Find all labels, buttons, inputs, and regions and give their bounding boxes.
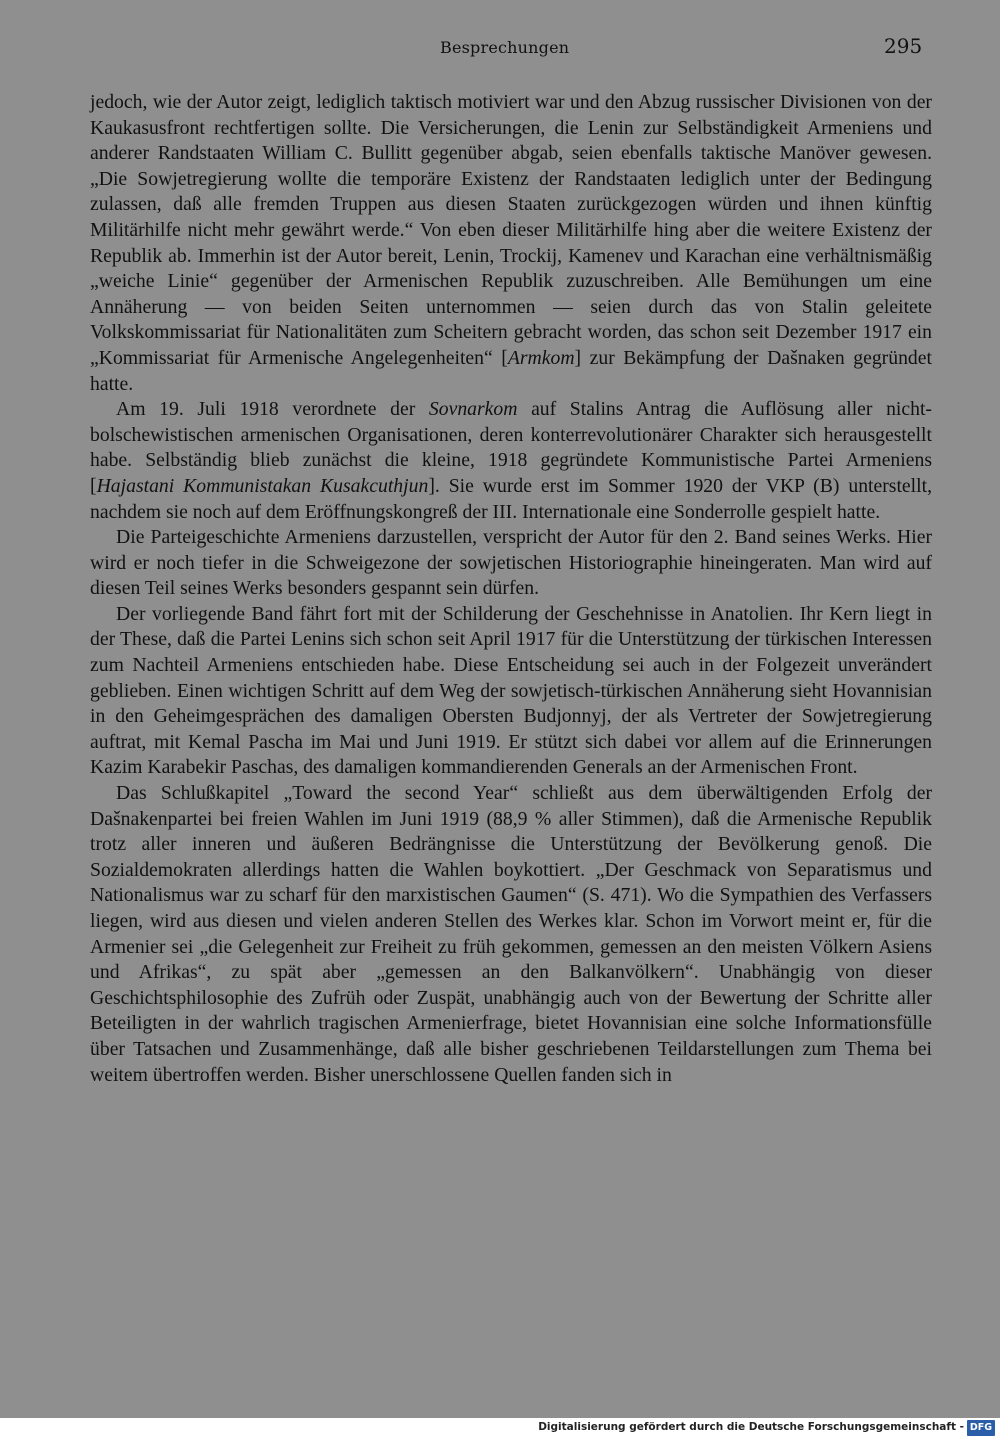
paragraph-2 [90,397,932,525]
paragraph-2-text: Am 19. Juli 1918 verordnete der [116,398,429,421]
body-text [90,90,932,1088]
paragraph-4: Der vorliegende Band fährt fort mit der Schilderung der Geschehnisse in Anatolien. Ihr Kern liegt in der These, daß die Partei Lenins sich schon seit April 1917 für die Unterstützung der türkischen Interessen zum Nachteil Armeniens entschieden habe. Diese Entscheidung sei auch in der Folgezeit unverändert geblieben. Einen wichtigen Schritt auf dem Weg der sowjetisch-türkischen Annäherung sieht Hovannisian in den Geheimgesprächen des damaligen Obersten Budjonnyj, der als Vertreter der Sowjetregierung auftrat, mit Kemal Pascha im Mai und Juni 1919. Er stützt sich dabei vor allem auf die Erinnerungen Kazim Karabekir Paschas, des damaligen kommandierenden Generals an der Armenischen Front. [90,602,932,779]
paragraph-1 [90,90,932,397]
paragraph-2-text-end: ]. Sie wurde erst im Sommer 1920 der VKP (B) unterstellt, nachdem sie noch auf dem Eröffnungskongreß der III. Internationale eine Sonderrolle gespielt hatte. [90,474,932,523]
paragraph-2-text-middle: auf Stalins Antrag die Auflösung aller nicht-bolschewistischen armenischen Organisationen, deren konterrevolutionärer Charakter sich herausgestellt habe. Selbständig blieb zunächst die kleine, 1918 gegründete Kommunistische Partei Armeniens [ [90,398,932,497]
footer-credit: Digitalisierung gefördert durch die Deutsche Forschungsgemeinschaft - [538,1421,964,1433]
paragraph-5: Das Schlußkapitel „Toward the second Year“ schließt aus dem überwältigenden Erfolg der Dašnakenpartei bei freien Wahlen im Juni 1919 (88,9 % aller Stimmen), daß die Armenische Republik trotz aller inneren und äußeren Bedrängnisse die Unterstützung der Bevölkerung genoß. Die Sozialdemokraten allerdings hatten die Wahlen boykottiert. „Der Geschmack von Separatismus und Nationalismus war zu scharf für den marxistischen Gaumen“ (S. 471). Wo die Sympathien des Verfassers liegen, wird aus diesen und vielen anderen Stellen des Werkes klar. Schon im Vorwort meint er, für die Armenier sei „die Gelegenheit zur Freiheit zu früh gekommen, gemessen an den meisten Völkern Asiens und Afrikas“, zu spät aber „gemessen an den Balkanvölkern“. Unabhängig von dieser Geschichtsphilosophie des Zufrüh oder Zuspät, unabhängig auch von der Bewertung der Schritte aller Beteiligten in der wahrlich tragischen Armenierfrage, bietet Hovannisian eine solche Informationsfülle über Tatsachen und Zusammenhänge, daß alle bisher geschriebenen Teildarstellungen zum Thema bei weitem übertroffen werden. Bisher unerschlossene Quellen fanden sich in [90,782,932,1086]
italic-term-party-name: Hajastani Kommunistakan Kusakcuthjun [96,474,429,497]
paragraph-3: Die Parteigeschichte Armeniens darzustellen, verspricht der Autor für den 2. Band seines Werks. Hier wird er noch tiefer in die Schweigezone der sowjetischen Historiographie hineingeraten. Man wird auf diesen Teil seines Werks besonders gespannt sein dürfen. [90,526,932,600]
paragraph-1-text: jedoch, wie der Autor zeigt, lediglich taktisch motiviert war und den Abzug russischer Divisionen von der Kaukasusfront rechtfertigen sollte. Die Versicherungen, die Lenin zur Selbständigkeit Armeniens und anderer Randstaaten William C. Bullitt gegenüber abgab, seien ebenfalls taktische Manöver gewesen. „Die Sowjetregierung wollte die temporäre Existenz der Randstaaten lediglich unter der Bedingung zulassen, daß alle fremden Truppen aus diesen Staaten zurückgezogen würden und ihnen künftig Militärhilfe nicht mehr gewährt werde.“ Von eben dieser Militärhilfe hing aber die weitere Existenz der Republik ab. Immerhin ist der Autor bereit, Lenin, Trockij, Kamenev und Karachan eine verhältnismäßig „weiche Linie“ gegenüber der Armenischen Republik zuzuschreiben. Alle Bemühungen um eine Annäherung — von beiden Seiten unternommen — seien durch das von Stalin geleitete Volkskommissariat für Nationalitäten zum Scheitern gebracht worden, das schon seit Dezember 1917 ein „Kommissariat für Armenische Angelegenheiten“ [ [90,91,932,369]
paragraph-1-text-end: ] zur Bekämpfung der Dašnaken gegründet hatte. [90,346,932,395]
running-head: Besprechungen [440,38,570,57]
italic-term-sovnarkom: Sovnarkom [428,398,518,421]
dfg-logo: DFG [967,1420,995,1436]
footer-bar [0,1418,1000,1439]
page-number: 295 [884,34,923,58]
italic-term-armkom: Armkom [507,346,575,369]
